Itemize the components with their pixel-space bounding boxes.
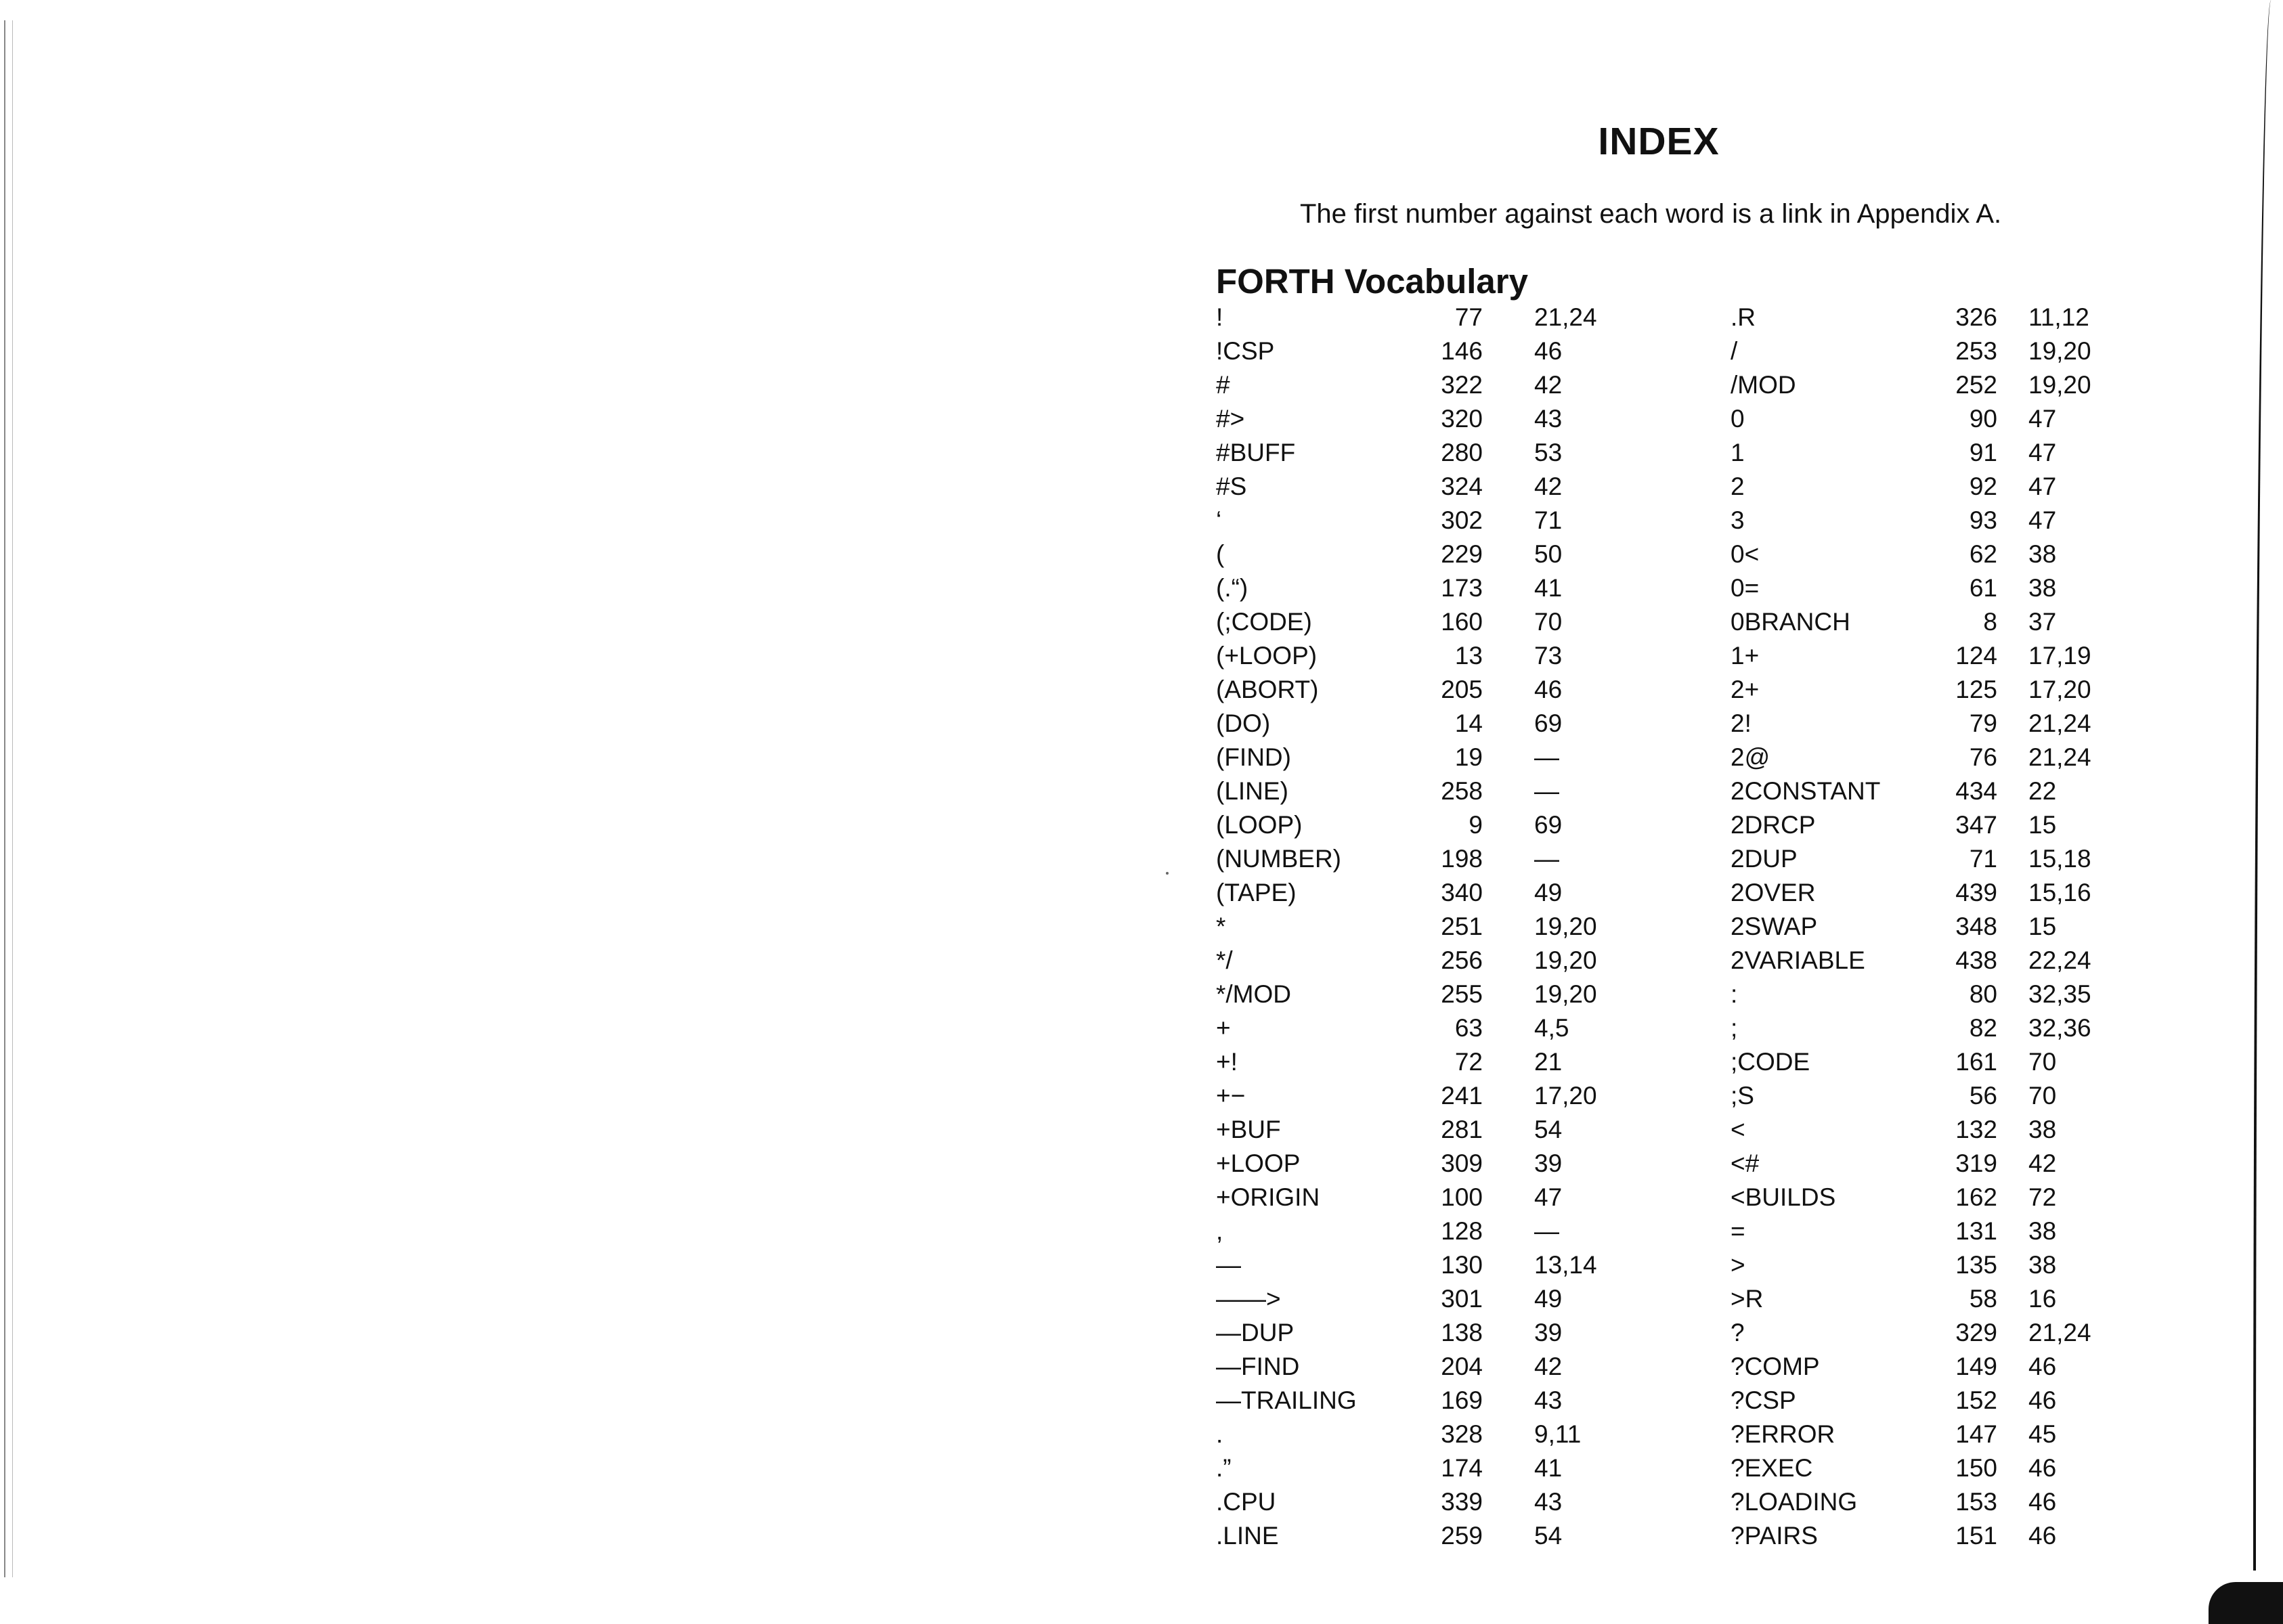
index-page-refs: 72 — [2028, 1183, 2057, 1211]
index-word: #S — [1216, 473, 1247, 500]
page-title: INDEX — [1598, 120, 1720, 163]
index-page-refs: 22,24 — [2028, 946, 2091, 974]
index-page-refs: 21 — [1534, 1048, 1563, 1076]
index-link-number: 150 — [1955, 1454, 1997, 1482]
index-word: ! — [1216, 303, 1223, 331]
index-page-refs: 43 — [1534, 1386, 1563, 1414]
index-page-refs: 38 — [2028, 1116, 2057, 1143]
index-word: (DO) — [1216, 709, 1271, 737]
index-word: / — [1731, 337, 1738, 365]
index-word: 0= — [1731, 574, 1760, 602]
index-word: ( — [1216, 540, 1225, 568]
index-page-refs: 4,5 — [1534, 1014, 1569, 1042]
index-page-refs: 39 — [1534, 1149, 1563, 1177]
index-word: (LINE) — [1216, 777, 1288, 805]
index-link-number: 173 — [1441, 574, 1483, 602]
index-page-refs: 46 — [2028, 1386, 2057, 1414]
index-link-number: 302 — [1441, 506, 1483, 534]
index-word: */MOD — [1216, 980, 1291, 1008]
index-word: +! — [1216, 1048, 1238, 1076]
index-page-refs: 42 — [2028, 1149, 2057, 1177]
index-link-number: 340 — [1441, 879, 1483, 906]
index-link-number: 256 — [1441, 946, 1483, 974]
index-word: +ORIGIN — [1216, 1183, 1320, 1211]
index-word: (;CODE) — [1216, 608, 1312, 636]
index-link-number: 251 — [1441, 913, 1483, 940]
index-page-refs: 71 — [1534, 506, 1563, 534]
index-link-number: 204 — [1441, 1353, 1483, 1380]
index-page-refs: 73 — [1534, 642, 1563, 670]
index-link-number: 146 — [1441, 337, 1483, 365]
index-word: +LOOP — [1216, 1149, 1301, 1177]
index-word: ‘ — [1216, 506, 1222, 534]
index-link-number: 62 — [1969, 540, 1997, 568]
index-link-number: 125 — [1955, 676, 1997, 703]
index-link-number: 76 — [1969, 743, 1997, 771]
index-word: ?EXEC — [1731, 1454, 1813, 1482]
index-link-number: 131 — [1955, 1217, 1997, 1245]
index-page-refs: 19,20 — [1534, 913, 1597, 940]
index-link-number: 259 — [1441, 1522, 1483, 1550]
index-page-refs: 47 — [2028, 405, 2057, 433]
index-link-number: 152 — [1955, 1386, 1997, 1414]
index-page-refs: 9,11 — [1534, 1420, 1582, 1448]
index-word: # — [1216, 371, 1230, 399]
index-link-number: 280 — [1441, 439, 1483, 466]
index-link-number: 347 — [1955, 811, 1997, 839]
index-link-number: 92 — [1969, 473, 1997, 500]
index-word: ;S — [1731, 1082, 1754, 1110]
index-word: = — [1731, 1217, 1745, 1245]
index-link-number: 258 — [1441, 777, 1483, 805]
index-link-number: 434 — [1955, 777, 1997, 805]
index-note: The first number against each word is a link in Appendix A. — [1300, 199, 2002, 229]
index-link-number: 58 — [1969, 1285, 1997, 1313]
index-page-refs: 53 — [1534, 439, 1563, 466]
index-link-number: 14 — [1454, 709, 1483, 737]
index-link-number: 162 — [1955, 1183, 1997, 1211]
index-word: —FIND — [1216, 1353, 1300, 1380]
index-word: ?CSP — [1731, 1386, 1796, 1414]
index-link-number: 63 — [1454, 1014, 1483, 1042]
index-page-refs: 19,20 — [1534, 946, 1597, 974]
index-link-number: 281 — [1441, 1116, 1483, 1143]
index-word: (+LOOP) — [1216, 642, 1318, 670]
index-link-number: 128 — [1441, 1217, 1483, 1245]
index-page-refs: 43 — [1534, 1488, 1563, 1516]
page-corner-shadow — [2209, 1582, 2283, 1624]
index-word: 1+ — [1731, 642, 1760, 670]
index-page-refs: 21,24 — [2028, 743, 2091, 771]
index-word: (FIND) — [1216, 743, 1291, 771]
index-link-number: 174 — [1441, 1454, 1483, 1482]
index-page-refs: 70 — [1534, 608, 1563, 636]
index-link-number: 301 — [1441, 1285, 1483, 1313]
index-page-refs: 17,20 — [1534, 1082, 1597, 1110]
index-word: (ABORT) — [1216, 676, 1319, 703]
index-word: >R — [1731, 1285, 1764, 1313]
index-link-number: 153 — [1955, 1488, 1997, 1516]
index-page-refs: 15 — [2028, 811, 2057, 839]
index-link-number: 132 — [1955, 1116, 1997, 1143]
index-word: +BUF — [1216, 1116, 1281, 1143]
index-word: 2+ — [1731, 676, 1760, 703]
index-link-number: 160 — [1441, 608, 1483, 636]
index-link-number: 135 — [1955, 1251, 1997, 1279]
index-page-refs: 38 — [2028, 540, 2057, 568]
index-page-refs: 46 — [2028, 1522, 2057, 1550]
index-page-refs: 32,35 — [2028, 980, 2091, 1008]
index-word: 2OVER — [1731, 879, 1816, 906]
index-page-refs: 47 — [2028, 439, 2057, 466]
index-word: —DUP — [1216, 1319, 1295, 1346]
index-word: < — [1731, 1116, 1745, 1143]
index-word: <# — [1731, 1149, 1760, 1177]
index-page-refs: 11,12 — [2028, 303, 2089, 331]
index-link-number: 329 — [1955, 1319, 1997, 1346]
index-word: 2 — [1731, 473, 1745, 500]
index-page-refs: 46 — [2028, 1353, 2057, 1380]
index-link-number: 147 — [1955, 1420, 1997, 1448]
index-page-refs: 42 — [1534, 473, 1563, 500]
index-page-refs: 69 — [1534, 709, 1563, 737]
index-page-refs: — — [1534, 777, 1559, 805]
index-page-refs: 19,20 — [2028, 337, 2091, 365]
index-word: #BUFF — [1216, 439, 1296, 466]
page-binding-edge-left — [4, 20, 13, 1577]
index-link-number: 198 — [1441, 845, 1483, 873]
index-link-number: 8 — [1983, 608, 1997, 636]
index-link-number: 161 — [1955, 1048, 1997, 1076]
index-link-number: 19 — [1454, 743, 1483, 771]
index-link-number: 328 — [1441, 1420, 1483, 1448]
index-page-refs: 49 — [1534, 1285, 1563, 1313]
index-page-refs: 21,24 — [1534, 303, 1597, 331]
index-word: .LINE — [1216, 1522, 1279, 1550]
index-word: (LOOP) — [1216, 811, 1303, 839]
index-word: .” — [1216, 1454, 1232, 1482]
index-page-refs: 19,20 — [2028, 371, 2091, 399]
index-page-refs: 42 — [1534, 1353, 1563, 1380]
index-page-refs: 47 — [1534, 1183, 1563, 1211]
index-word: ?PAIRS — [1731, 1522, 1818, 1550]
index-link-number: 151 — [1955, 1522, 1997, 1550]
index-link-number: 72 — [1454, 1048, 1483, 1076]
index-link-number: 439 — [1955, 879, 1997, 906]
index-word: 2@ — [1731, 743, 1770, 771]
index-word: (.“) — [1216, 574, 1248, 602]
index-word: . — [1216, 1420, 1223, 1448]
index-word: <BUILDS — [1731, 1183, 1836, 1211]
index-word: 1 — [1731, 439, 1745, 466]
index-word: 2SWAP — [1731, 913, 1818, 940]
index-page-refs: 16 — [2028, 1285, 2057, 1313]
index-page-refs: 21,24 — [2028, 709, 2091, 737]
index-word: ——> — [1216, 1285, 1281, 1313]
index-word: 0BRANCH — [1731, 608, 1850, 636]
index-word: —TRAILING — [1216, 1386, 1357, 1414]
index-link-number: 77 — [1454, 303, 1483, 331]
index-link-number: 229 — [1441, 540, 1483, 568]
index-word: 2DRCP — [1731, 811, 1816, 839]
index-page-refs: 19,20 — [1534, 980, 1597, 1008]
index-word: 2DUP — [1731, 845, 1798, 873]
index-page-refs: 39 — [1534, 1319, 1563, 1346]
index-word: 0< — [1731, 540, 1760, 568]
index-link-number: 9 — [1469, 811, 1483, 839]
index-link-number: 253 — [1955, 337, 1997, 365]
index-page-refs: 47 — [2028, 506, 2057, 534]
index-page-refs: 22 — [2028, 777, 2057, 805]
index-word: +− — [1216, 1082, 1246, 1110]
index-word: !CSP — [1216, 337, 1275, 365]
index-page-refs: 69 — [1534, 811, 1563, 839]
index-link-number: 324 — [1441, 473, 1483, 500]
index-page-refs: 54 — [1534, 1522, 1563, 1550]
index-page-refs: — — [1534, 1217, 1559, 1245]
index-link-number: 82 — [1969, 1014, 1997, 1042]
index-word: ? — [1731, 1319, 1745, 1346]
index-word: .CPU — [1216, 1488, 1276, 1516]
index-word: (NUMBER) — [1216, 845, 1341, 873]
index-link-number: 130 — [1441, 1251, 1483, 1279]
index-link-number: 149 — [1955, 1353, 1997, 1380]
index-link-number: 319 — [1955, 1149, 1997, 1177]
speck-mark — [1166, 872, 1169, 875]
index-link-number: 339 — [1441, 1488, 1483, 1516]
index-link-number: 326 — [1955, 303, 1997, 331]
index-page-refs: 46 — [1534, 676, 1563, 703]
page-curl-shadow — [2253, 0, 2283, 1571]
index-link-number: 80 — [1969, 980, 1997, 1008]
index-page-refs: 43 — [1534, 405, 1563, 433]
index-word: , — [1216, 1217, 1223, 1245]
index-page-refs: 42 — [1534, 371, 1563, 399]
index-link-number: 309 — [1441, 1149, 1483, 1177]
index-page-refs: 37 — [2028, 608, 2057, 636]
index-word: .R — [1731, 303, 1756, 331]
index-word: 0 — [1731, 405, 1745, 433]
index-link-number: 241 — [1441, 1082, 1483, 1110]
index-page-refs: 45 — [2028, 1420, 2057, 1448]
index-page-refs: 15 — [2028, 913, 2057, 940]
index-word: (TAPE) — [1216, 879, 1297, 906]
index-page-refs: 41 — [1534, 574, 1563, 602]
index-word: ?COMP — [1731, 1353, 1820, 1380]
index-page-refs: 32,36 — [2028, 1014, 2091, 1042]
index-page-refs: 17,20 — [2028, 676, 2091, 703]
index-page-refs: 21,24 — [2028, 1319, 2091, 1346]
index-page-refs: 41 — [1534, 1454, 1563, 1482]
index-link-number: 91 — [1969, 439, 1997, 466]
index-word: — — [1216, 1251, 1241, 1279]
index-word: > — [1731, 1251, 1745, 1279]
index-link-number: 169 — [1441, 1386, 1483, 1414]
index-page-refs: 15,16 — [2028, 879, 2091, 906]
index-link-number: 13 — [1454, 642, 1483, 670]
index-link-number: 320 — [1441, 405, 1483, 433]
index-link-number: 438 — [1955, 946, 1997, 974]
index-link-number: 138 — [1441, 1319, 1483, 1346]
index-page-refs: 70 — [2028, 1048, 2057, 1076]
index-link-number: 124 — [1955, 642, 1997, 670]
index-link-number: 56 — [1969, 1082, 1997, 1110]
index-word: */ — [1216, 946, 1233, 974]
index-page-refs: 47 — [2028, 473, 2057, 500]
index-link-number: 93 — [1969, 506, 1997, 534]
index-link-number: 71 — [1969, 845, 1997, 873]
index-word: 2VARIABLE — [1731, 946, 1865, 974]
index-page-refs: 15,18 — [2028, 845, 2091, 873]
index-link-number: 322 — [1441, 371, 1483, 399]
section-heading: FORTH Vocabulary — [1216, 262, 1528, 301]
index-page-refs: 13,14 — [1534, 1251, 1597, 1279]
index-link-number: 90 — [1969, 405, 1997, 433]
index-link-number: 100 — [1441, 1183, 1483, 1211]
index-word: 3 — [1731, 506, 1745, 534]
index-page-refs: — — [1534, 743, 1559, 771]
index-page-refs: 70 — [2028, 1082, 2057, 1110]
index-link-number: 61 — [1969, 574, 1997, 602]
index-word: 2! — [1731, 709, 1752, 737]
index-link-number: 252 — [1955, 371, 1997, 399]
index-page-refs: — — [1534, 845, 1559, 873]
page-binding-edge-right — [2222, 0, 2283, 1624]
index-page-refs: 50 — [1534, 540, 1563, 568]
index-word: ?LOADING — [1731, 1488, 1858, 1516]
index-word: 2CONSTANT — [1731, 777, 1881, 805]
index-page-refs: 46 — [2028, 1488, 2057, 1516]
index-word: ?ERROR — [1731, 1420, 1835, 1448]
index-page-refs: 38 — [2028, 1251, 2057, 1279]
index-word: + — [1216, 1014, 1231, 1042]
index-link-number: 255 — [1441, 980, 1483, 1008]
index-link-number: 348 — [1955, 913, 1997, 940]
index-page-refs: 46 — [2028, 1454, 2057, 1482]
index-page-refs: 46 — [1534, 337, 1563, 365]
index-link-number: 79 — [1969, 709, 1997, 737]
index-word: : — [1731, 980, 1738, 1008]
index-word: /MOD — [1731, 371, 1796, 399]
index-link-number: 205 — [1441, 676, 1483, 703]
index-page-refs: 54 — [1534, 1116, 1563, 1143]
index-page-refs: 38 — [2028, 1217, 2057, 1245]
index-word: * — [1216, 913, 1226, 940]
index-word: ;CODE — [1731, 1048, 1810, 1076]
index-page-refs: 17,19 — [2028, 642, 2091, 670]
index-page-refs: 49 — [1534, 879, 1563, 906]
index-word: #> — [1216, 405, 1245, 433]
index-word: ; — [1731, 1014, 1738, 1042]
index-page-refs: 38 — [2028, 574, 2057, 602]
